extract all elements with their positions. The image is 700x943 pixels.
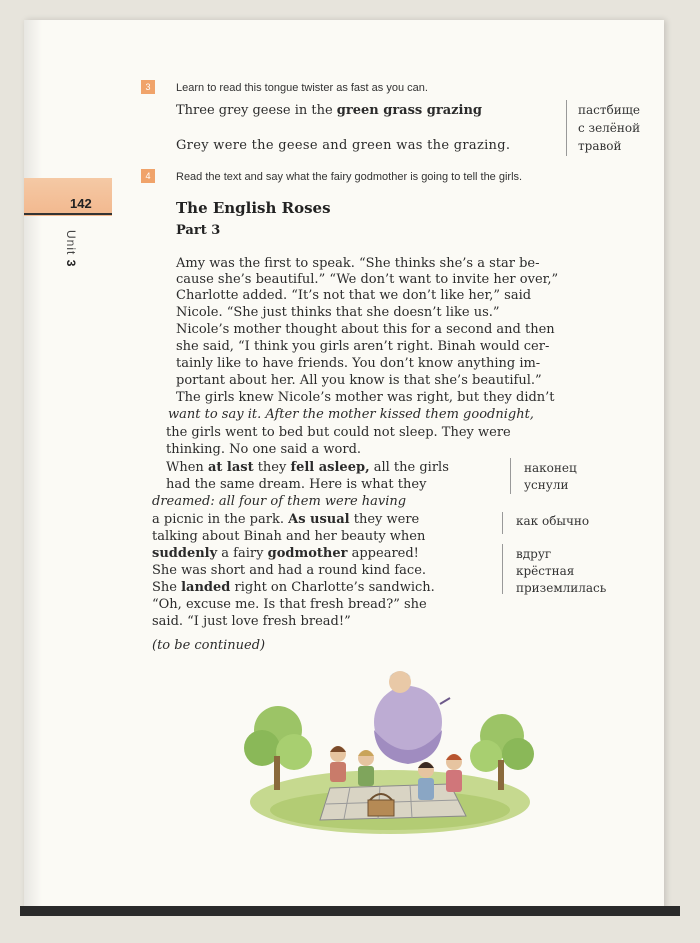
- tongue-twister-line-1: Three grey geese in the green grass grazing: [176, 103, 482, 118]
- unit-number: 3: [64, 259, 78, 268]
- fairy-godmother: [374, 671, 450, 764]
- page-number: 142: [70, 196, 92, 211]
- story-line: When at last they fell asleep, all the girls: [166, 460, 449, 475]
- gloss-fell-asleep: уснули: [524, 478, 569, 492]
- gloss-at-last: наконец: [524, 461, 577, 475]
- gloss-pasture-1: пастбище: [578, 103, 640, 117]
- story-line: “Oh, excuse me. Is that fresh bread?” she: [152, 597, 427, 612]
- story-line: a picnic in the park. As usual they were: [152, 512, 420, 527]
- story-line: Amy was the first to speak. “She thinks she’s a star be-: [176, 256, 540, 271]
- gloss-godmother: крёстная: [516, 564, 575, 578]
- story-line: cause she’s beautiful.” “We don’t want to invite her over,”: [176, 272, 559, 287]
- story-line-italic: want to say it. After the mother kissed them goodnight,: [168, 407, 534, 422]
- story-line: talking about Binah and her beauty when: [152, 529, 426, 544]
- story-line: suddenly a fairy godmother appeared!: [152, 546, 419, 561]
- story-line: thinking. No one said a word.: [166, 442, 362, 457]
- story-line: She landed right on Charlotte’s sandwich.: [152, 580, 435, 595]
- page-tab: [24, 178, 112, 216]
- story-line: The girls knew Nicole’s mother was right, but they didn’t: [176, 390, 555, 405]
- story-line: Nicole’s mother thought about this for a second and then: [176, 322, 555, 337]
- gloss-divider-3: [502, 512, 503, 534]
- exercise-4-badge: 4: [141, 169, 155, 183]
- story-line: She was short and had a round kind face.: [152, 563, 427, 578]
- story-line: portant about her. All you know is that she’s beautiful.”: [176, 373, 542, 388]
- story-line: had the same dream. Here is what they: [166, 477, 427, 492]
- story-line: Charlotte added. “It’s not that we don’t like her,” said: [176, 288, 532, 303]
- girl-2: [358, 750, 374, 786]
- gloss-pasture-3: травой: [578, 139, 622, 153]
- page-bottom-edge: [20, 906, 680, 916]
- unit-label: [64, 230, 78, 267]
- exercise-3-instruction: Learn to read this tongue twister as fast as you can.: [176, 82, 428, 94]
- exercise-3-badge: 3: [141, 80, 155, 94]
- story-title: The English Roses: [176, 199, 331, 217]
- gloss-divider-4: [502, 544, 503, 594]
- gloss-pasture-2: с зелёной: [578, 121, 641, 135]
- gloss-divider-1: [566, 100, 567, 156]
- story-line: tainly like to have friends. You don’t know anything im-: [176, 356, 541, 371]
- gloss-divider-2: [510, 458, 511, 494]
- gloss-suddenly: вдруг: [516, 547, 552, 561]
- to-be-continued: (to be continued): [152, 638, 266, 653]
- picnic-illustration: [240, 660, 540, 840]
- gloss-as-usual: как обычно: [516, 514, 590, 528]
- story-line: the girls went to bed but could not sleep. They were: [166, 425, 511, 440]
- story-line: she said, “I think you girls aren’t right. Binah would cer-: [176, 339, 550, 354]
- story-line-italic: dreamed: all four of them were having: [152, 494, 407, 509]
- exercise-4-instruction: Read the text and say what the fairy godmother is going to tell the girls.: [176, 171, 523, 183]
- spine-shadow: [24, 20, 42, 910]
- girl-1: [330, 746, 346, 782]
- story-line: Nicole. “She just thinks that she doesn’t like us.”: [176, 305, 500, 320]
- story-part: Part 3: [176, 223, 221, 238]
- unit-word: Unit: [64, 230, 78, 256]
- girl-3: [418, 762, 434, 800]
- tongue-twister-line-2: Grey were the geese and green was the grazing.: [176, 138, 511, 153]
- story-line: said. “I just love fresh bread!”: [152, 614, 351, 629]
- girl-4: [446, 754, 462, 792]
- gloss-landed: приземлилась: [516, 581, 607, 595]
- page-rule: [24, 213, 112, 215]
